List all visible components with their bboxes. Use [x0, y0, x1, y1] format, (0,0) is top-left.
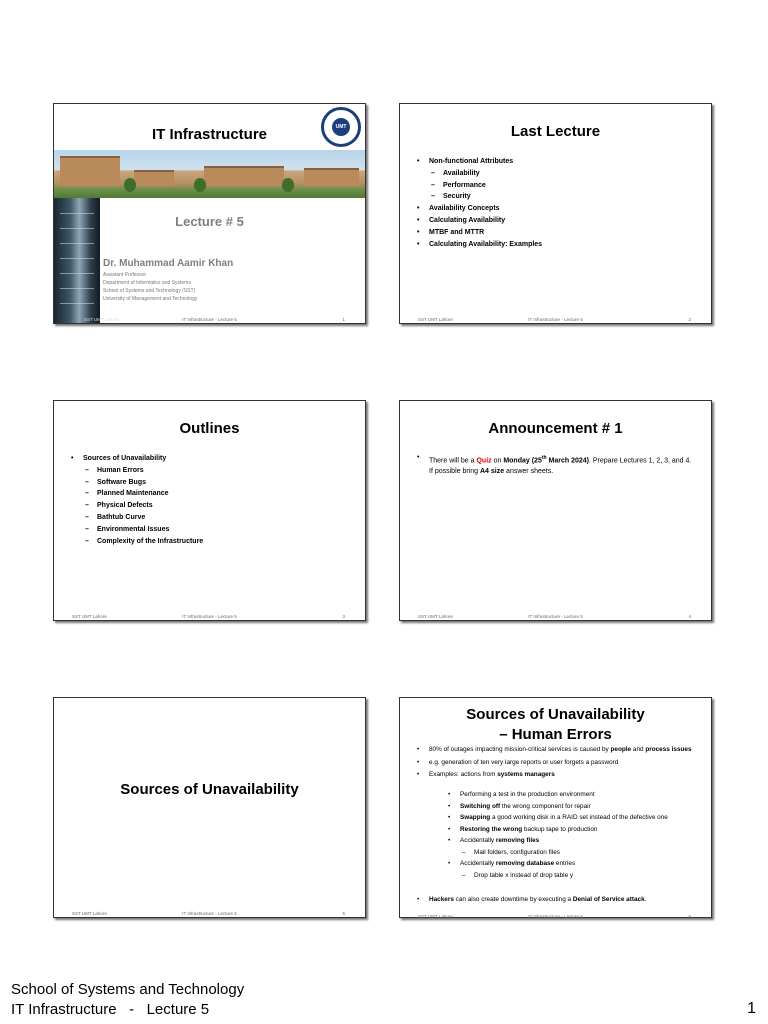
slide-title: Outlines [179, 420, 240, 437]
list-item: • Accidentally removing database entries [448, 859, 696, 869]
announcement-text: • There will be a Quiz on Monday (25th March 2024). Prepare Lectures 1, 2, 3, and 4. If possible bring A4 size answer sheets. [417, 453, 697, 477]
author-name: Dr. Muhammad Aamir Khan [103, 258, 234, 269]
list-item: • Sources of Unavailability [71, 453, 203, 465]
list-item: – Physical Defects [71, 500, 203, 512]
slide-title: Announcement # 1 [488, 420, 623, 437]
sub-list [448, 790, 696, 880]
list-item: • Availability Concepts [417, 203, 542, 215]
bullet-list [71, 453, 203, 547]
bullet-list [417, 745, 697, 780]
list-item: • Examples: actions from systems managers [417, 770, 697, 780]
list-item: • e.g. generation of ten very large reports or user forgets a password [417, 758, 697, 768]
list-item: • Non-functional Attributes [417, 156, 542, 168]
lecture-number: Lecture # 5 [175, 214, 244, 229]
list-item: • Swapping a good working disk in a RAID set instead of the defective one [448, 813, 696, 823]
list-item: – Availability [417, 168, 542, 180]
page-number: 1 [747, 1000, 756, 1017]
campus-image [54, 150, 365, 198]
slide-1: IT Infrastructure UMT Lecture # 5 Dr. Muhammad Aamir Khan Assistant Professor Department of Informatics and Systems School of Systems and Technology (SST) University of Management and Technology SST UMT Lahore IT Infrastructure - Lecture 5 1 [53, 103, 366, 324]
list-item: – Environmental Issues [71, 524, 203, 536]
slide-title: Last Lecture [510, 123, 601, 140]
list-item: – Mail folders, configuration files [448, 848, 696, 858]
slide-title: Sources of Unavailability – Human Errors [466, 706, 645, 743]
list-item: • Calculating Availability [417, 215, 542, 227]
bullet-list [417, 453, 697, 477]
author-info: Assistant Professor Department of Informatics and Systems School of Systems and Technology (SST) University of Management and Technology [103, 272, 198, 302]
list-item: – Planned Maintenance [71, 488, 203, 500]
slide-2: Last Lecture • Non-functional Attributes – Availability – Performance – Security • Availability Concepts • Calculating Availability • MTBF and MTTR • Calculating Availability: Examples SST UMT Lahore IT Infrastructure - Lecture 5 2 [399, 103, 712, 324]
university-logo [321, 107, 361, 147]
list-item: • Accidentally removing files [448, 836, 696, 846]
bullet-list [417, 895, 702, 905]
list-item: • Calculating Availability: Examples [417, 239, 542, 251]
list-item: • Switching off the wrong component for repair [448, 802, 696, 812]
footer-course: IT Infrastructure - Lecture 5 [11, 1001, 210, 1018]
list-item: – Performance [417, 180, 542, 192]
list-item: – Drop table x instead of drop table y [448, 871, 696, 881]
list-item: – Human Errors [71, 465, 203, 477]
list-item: – Complexity of the Infrastructure [71, 536, 203, 548]
footer-school: School of Systems and Technology [11, 981, 245, 998]
list-item: – Software Bugs [71, 477, 203, 489]
list-item: – Security [417, 191, 542, 203]
slide-title: Sources of Unavailability [120, 781, 299, 798]
slide-title: IT Infrastructure [151, 126, 268, 143]
page-footer [11, 980, 244, 1020]
list-item: • 80% of outages impacting mission-critical services is caused by people and process issues [417, 745, 697, 755]
list-item: • Restoring the wrong backup tape to production [448, 825, 696, 835]
slide-4: Announcement # 1 • There will be a Quiz on Monday (25th March 2024). Prepare Lectures 1, 2, 3, and 4. If possible bring A4 size answer sheets. SST UMT Lahore IT Infrastructure - Lecture 5 4 [399, 400, 712, 621]
list-item: • Performing a test in the production environment [448, 790, 696, 800]
list-item: • Hackers can also create downtime by executing a Denial of Service attack. [417, 895, 702, 905]
bullet-list [417, 156, 542, 250]
list-item: – Bathtub Curve [71, 512, 203, 524]
list-item: • MTBF and MTTR [417, 227, 542, 239]
slide-5: Sources of Unavailability SST UMT Lahore IT Infrastructure - Lecture 5 5 [53, 697, 366, 918]
slide-6: Sources of Unavailability – Human Errors • 80% of outages impacting mission-critical services is caused by people and process issues • e.g. generation of ten very large reports or user forgets a password • Examples: actions from systems managers • Performing a test in the production environment • Switching off the wrong component for repair • Swapping a good working disk in a RAID set instead of the defective one • Restoring the wrong backup tape to production • Accidentally removing files – Mail folders, configuration files • Accidentally removing database entries – Drop table x instead of drop table y • Hackers can also create downtime by executing a Denial of Service attack. SST UMT Lahore IT Infrastructure - Lecture 5 6 [399, 697, 712, 918]
slide-3: Outlines • Sources of Unavailability – Human Errors – Software Bugs – Planned Maintenance – Physical Defects – Bathtub Curve – Environmental Issues – Complexity of the Infrastructure SST UMT Lahore IT Infrastructure - Lecture 5 3 [53, 400, 366, 621]
logo-text: UMT [332, 118, 350, 136]
